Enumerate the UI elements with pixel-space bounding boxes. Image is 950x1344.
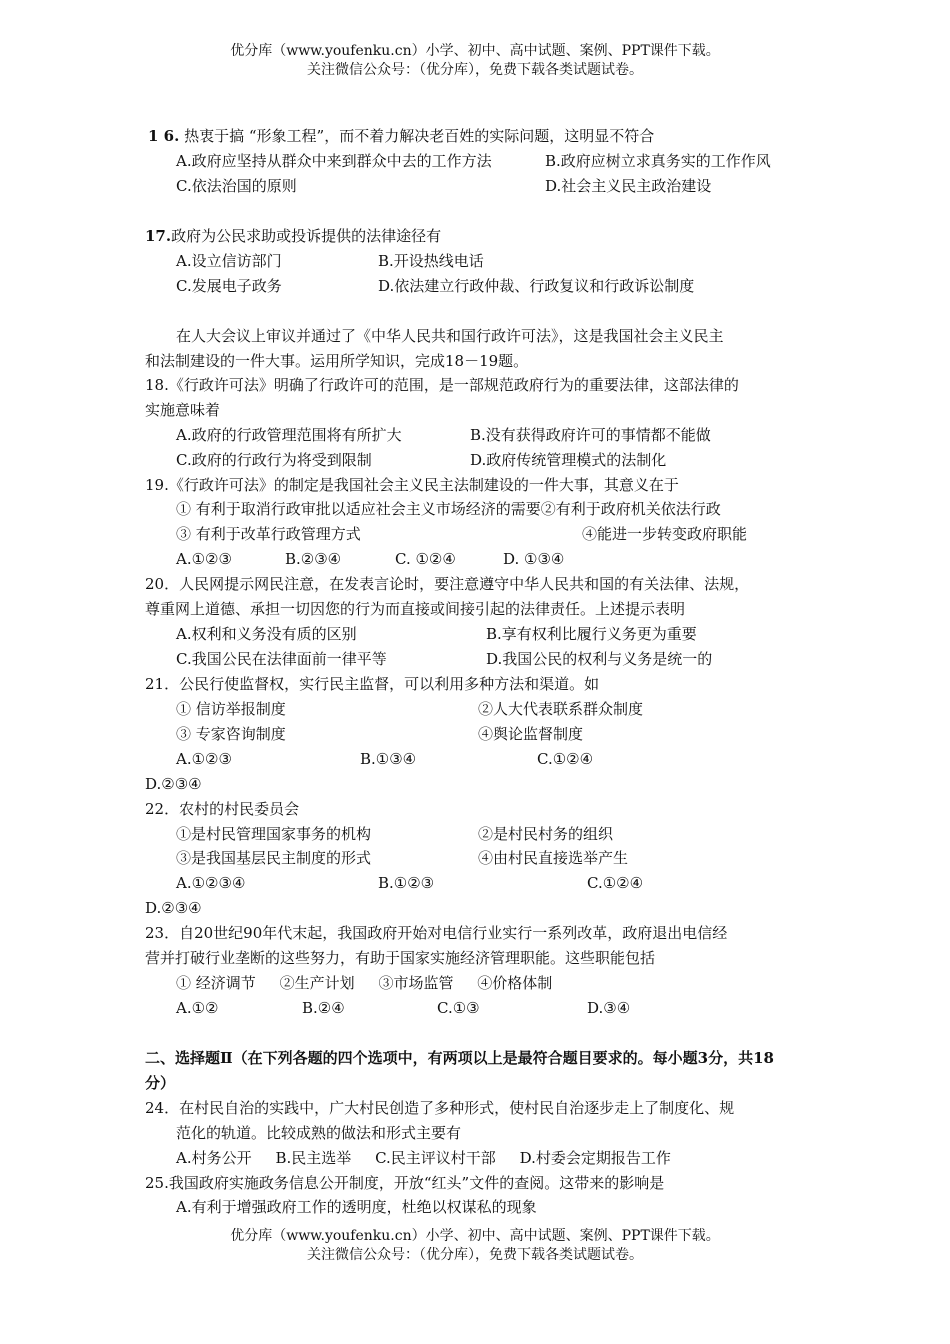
q23-stem-line-1: 23．自20世纪90年代末起，我国政府开始对电信行业实行一系列改革，政府退出电信经 <box>145 924 728 942</box>
q20-option-b: B.享有权利比履行义务更为重要 <box>486 625 697 643</box>
intro-line-2: 和法制建设的一件大事。运用所学知识，完成18－19题。 <box>145 352 529 370</box>
q23-option-b: B.②④ <box>302 999 345 1017</box>
q21-statement-2: ②人大代表联系群众制度 <box>478 700 644 718</box>
q22-statement-3: ③是我国基层民主制度的形式 <box>176 849 372 867</box>
q22-statement-2: ②是村民村务的组织 <box>478 825 614 843</box>
q18-option-b: B.没有获得政府许可的事情都不能做 <box>470 426 711 444</box>
q22-stem: 22．农村的村民委员会 <box>145 800 300 818</box>
q20-option-a: A.权利和义务没有质的区别 <box>176 625 357 643</box>
q25-option-a: A.有利于增强政府工作的透明度，杜绝以权谋私的现象 <box>176 1198 537 1216</box>
q19-option-c: C. ①②④ <box>395 550 456 568</box>
q17-option-b: B.开设热线电话 <box>378 252 484 270</box>
q21-option-d: D.②③④ <box>145 775 202 793</box>
header-line-1: 优分库（www.youfenku.cn）小学、初中、高中试题、案例、PPT课件下载。 <box>230 43 720 59</box>
q23-option-a: A.①② <box>176 999 219 1017</box>
q25-stem: 25.我国政府实施政务信息公开制度，开放“红头”文件的查阅。这带来的影响是 <box>145 1174 665 1192</box>
q24-stem-line-2: 范化的轨道。比较成熟的做法和形式主要有 <box>176 1124 462 1142</box>
q22-statement-4: ④由村民直接选举产生 <box>478 849 629 867</box>
q18-stem-line-2: 实施意味着 <box>145 401 221 419</box>
q17-number: 17. <box>145 227 172 245</box>
q19-option-b: B.②③④ <box>285 550 342 568</box>
q17-option-d: D.依法建立行政仲裁、行政复议和行政诉讼制度 <box>378 277 695 295</box>
q18-stem-line-1: 18.《行政许可法》明确了行政许可的范围，是一部规范政府行为的重要法律，这部法律的 <box>145 376 739 394</box>
q17-option-a: A.设立信访部门 <box>176 252 282 270</box>
q20-stem-line-2: 尊重网上道德、承担一切因您的行为而直接或间接引起的法律责任。上述提示表明 <box>145 600 686 618</box>
q19-option-d: D. ①③④ <box>503 550 565 568</box>
q18-option-c: C.政府的行政行为将受到限制 <box>176 451 372 469</box>
q16-option-a: A.政府应坚持从群众中来到群众中去的工作方法 <box>176 152 492 170</box>
q23-option-d: D.③④ <box>587 999 631 1017</box>
q21-statement-3: ③ 专家咨询制度 <box>176 725 286 743</box>
q23-option-c: C.①③ <box>437 999 480 1017</box>
q21-option-b: B.①③④ <box>360 750 417 768</box>
q16-number: 1 6. <box>148 127 180 145</box>
q22-statement-1: ①是村民管理国家事务的机构 <box>176 825 372 843</box>
q24-stem-line-1: 24．在村民自治的实践中，广大村民创造了多种形式，使村民自治逐步走上了制度化、规 <box>145 1099 735 1117</box>
page-footer <box>0 1227 950 1265</box>
q20-option-c: C.我国公民在法律面前一律平等 <box>176 650 387 668</box>
q21-statement-1: ① 信访举报制度 <box>176 700 286 718</box>
q21-statement-4: ④舆论监督制度 <box>478 725 584 743</box>
q19-statement-1-2: ① 有利于取消行政审批以适应社会主义市场经济的需要②有利于政府机关依法行政 <box>176 500 721 518</box>
q19-statement-4: ④能进一步转变政府职能 <box>582 525 748 543</box>
section-2-heading-line-1: 二、选择题Ⅱ（在下列各题的四个选项中，有两项以上是最符合题目要求的。每小题3分，共18 <box>145 1049 774 1067</box>
page-header <box>0 42 950 80</box>
intro-line-1: 在人大会议上审议并通过了《中华人民共和国行政许可法》，这是我国社会主义民主 <box>176 327 724 345</box>
q20-stem-line-1: 20．人民网提示网民注意，在发表言论时，要注意遵守中华人民共和国的有关法律、法规， <box>145 575 750 593</box>
q16-option-d: D.社会主义民主政治建设 <box>545 177 712 195</box>
q24-options: A.村务公开 B.民主选举 C.民主评议村干部 D.村委会定期报告工作 <box>176 1149 671 1167</box>
q17-stem: 17.政府为公民求助或投诉提供的法律途径有 <box>145 227 442 245</box>
q20-option-d: D.我国公民的权利与义务是统一的 <box>486 650 713 668</box>
q22-option-b: B.①②③ <box>378 874 435 892</box>
q21-stem: 21．公民行使监督权，实行民主监督，可以利用多种方法和渠道。如 <box>145 675 600 693</box>
q18-option-a: A.政府的行政管理范围将有所扩大 <box>176 426 402 444</box>
footer-line-2: 关注微信公众号：（优分库），免费下载各类试题试卷。 <box>307 1247 643 1263</box>
q23-stem-line-2: 营并打破行业垄断的这些努力，有助于国家实施经济管理职能。这些职能包括 <box>145 949 656 967</box>
q18-option-d: D.政府传统管理模式的法制化 <box>470 451 667 469</box>
header-line-2: 关注微信公众号：（优分库），免费下载各类试题试卷。 <box>307 62 643 78</box>
q19-option-a: A.①②③ <box>176 550 232 568</box>
q22-option-c: C.①②④ <box>587 874 644 892</box>
q19-stem: 19.《行政许可法》的制定是我国社会主义民主法制建设的一件大事，其意义在于 <box>145 476 679 494</box>
q21-option-a: A.①②③ <box>176 750 232 768</box>
section-2-heading-line-2: 分） <box>145 1074 176 1092</box>
q16-option-b: B.政府应树立求真务实的工作作风 <box>545 152 771 170</box>
q17-option-c: C.发展电子政务 <box>176 277 282 295</box>
q21-option-c: C.①②④ <box>537 750 594 768</box>
q16-stem: 1 6. 热衷于搞 “形象工程”，而不着力解决老百姓的实际问题，这明显不符合 <box>148 127 655 145</box>
q23-statements: ① 经济调节 ②生产计划 ③市场监管 ④价格体制 <box>176 974 553 992</box>
q22-option-a: A.①②③④ <box>176 874 246 892</box>
footer-line-1: 优分库（www.youfenku.cn）小学、初中、高中试题、案例、PPT课件下载。 <box>230 1228 720 1244</box>
q16-option-c: C.依法治国的原则 <box>176 177 297 195</box>
q19-statement-3: ③ 有利于改革行政管理方式 <box>176 525 361 543</box>
q22-option-d: D.②③④ <box>145 899 202 917</box>
